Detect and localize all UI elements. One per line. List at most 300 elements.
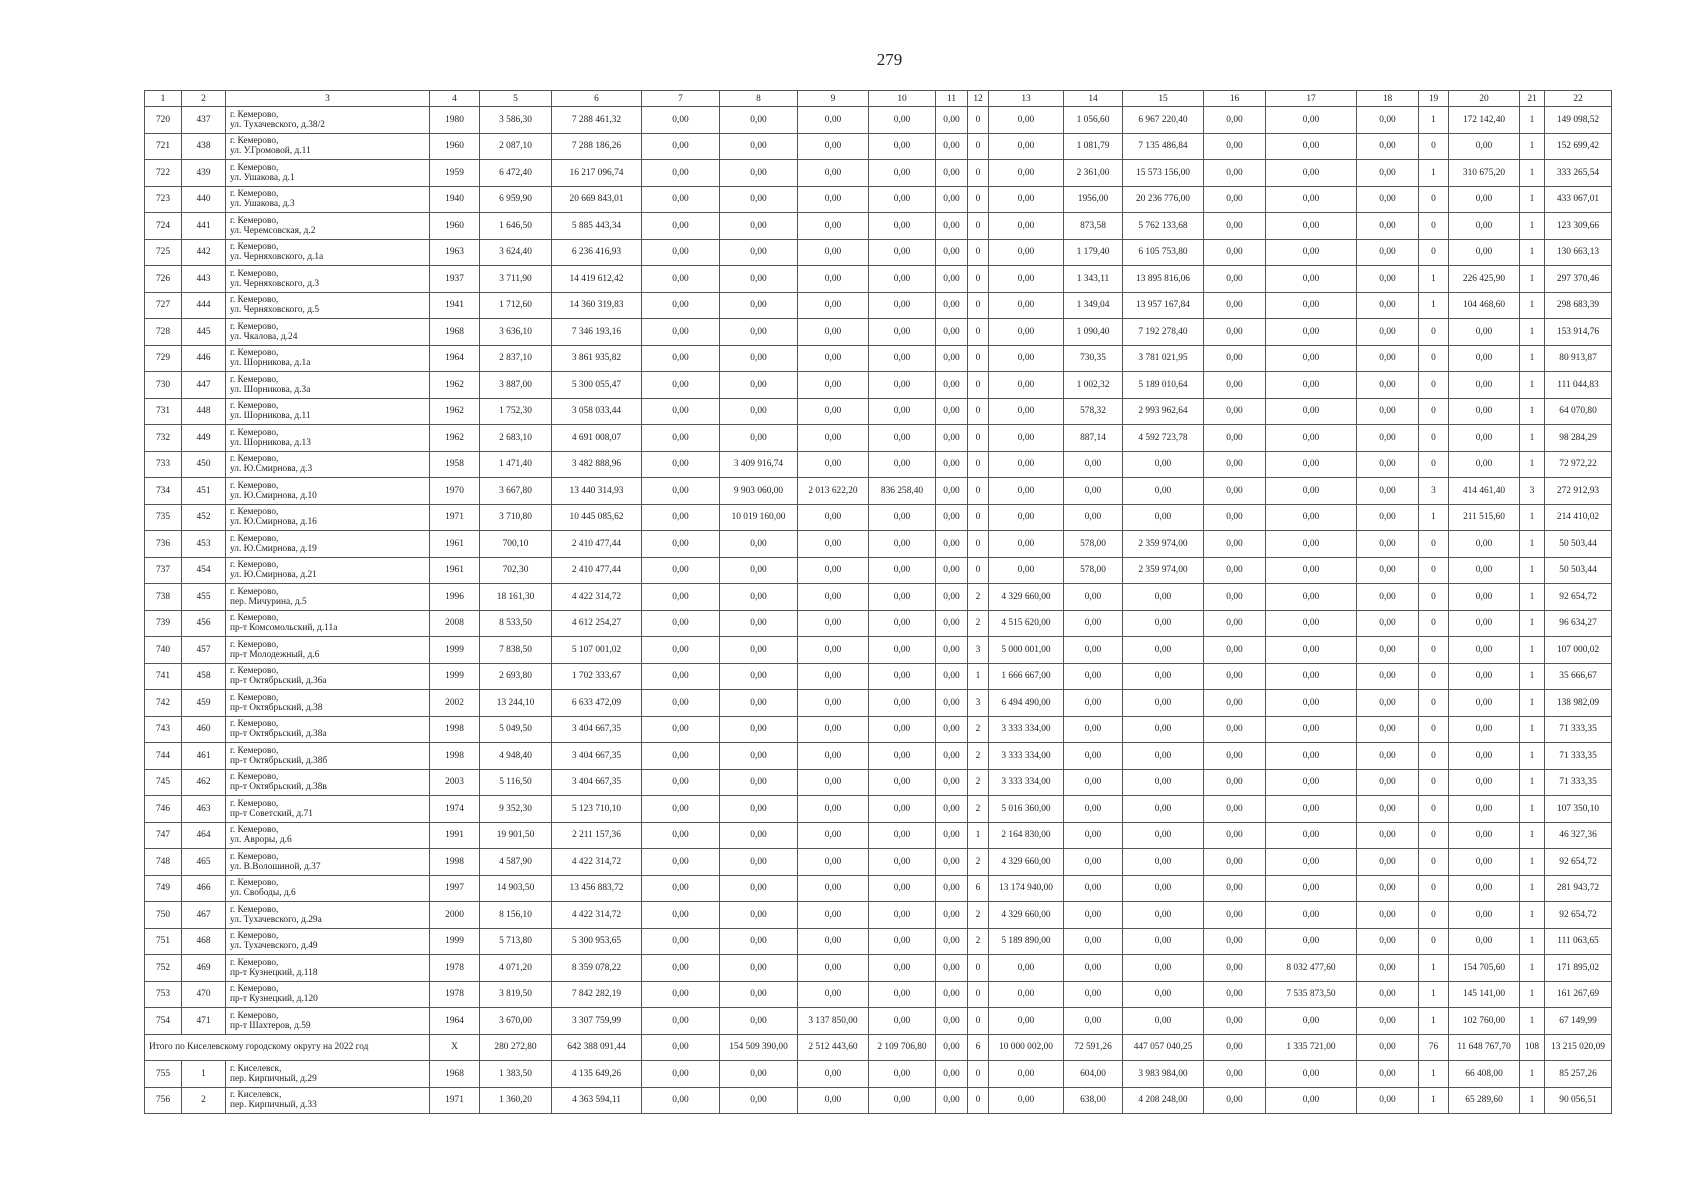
address-cell: [226, 557, 430, 584]
table-cell: 0,00: [642, 1087, 720, 1114]
table-cell: 1: [1419, 504, 1449, 531]
table-cell: 0: [968, 531, 989, 558]
table-cell: 742: [145, 690, 182, 717]
table-cell: 452: [182, 504, 226, 531]
table-cell: 0,00: [1266, 107, 1357, 134]
address-city: г. Кемерово,: [230, 268, 279, 279]
column-number: 8: [720, 91, 798, 107]
table-row: [145, 266, 1612, 293]
table-cell: 0,00: [1123, 610, 1204, 637]
table-cell: 0,00: [720, 213, 798, 240]
table-cell: 1: [1520, 849, 1545, 876]
table-cell: 1956,00: [1064, 186, 1123, 213]
address-cell: [226, 928, 430, 955]
table-header: [145, 91, 1612, 107]
table-cell: 0,00: [1449, 425, 1520, 452]
table-cell: 746: [145, 796, 182, 823]
table-cell: 0,00: [869, 239, 936, 266]
table-cell: 0,00: [1266, 743, 1357, 770]
table-cell: 2 361,00: [1064, 160, 1123, 187]
table-cell: 738: [145, 584, 182, 611]
table-cell: 0,00: [869, 398, 936, 425]
address-street: ул. У.Громовой, д.11: [230, 146, 311, 157]
table-cell: 7 288 461,32: [552, 107, 642, 134]
table-cell: 0,00: [798, 875, 869, 902]
table-row: [145, 637, 1612, 664]
address-street: ул. Черняховского, д.3: [230, 278, 320, 289]
table-cell: 0: [968, 398, 989, 425]
table-cell: 0,00: [1064, 743, 1123, 770]
table-cell: 578,00: [1064, 557, 1123, 584]
table-cell: 0,00: [869, 1061, 936, 1088]
table-cell: 4 422 314,72: [552, 584, 642, 611]
address-city: г. Кемерово,: [230, 136, 279, 147]
table-cell: 1: [968, 822, 989, 849]
address-city: г. Кемерово,: [230, 295, 279, 306]
table-cell: 2002: [430, 690, 480, 717]
table-row: [145, 1087, 1612, 1114]
table-cell: 2: [968, 743, 989, 770]
table-cell: 0,00: [989, 213, 1064, 240]
table-cell: 750: [145, 902, 182, 929]
address-cell: [226, 875, 430, 902]
table-row: [145, 716, 1612, 743]
table-cell: 1 090,40: [1064, 319, 1123, 346]
table-row: [145, 239, 1612, 266]
table-cell: 0,00: [720, 1061, 798, 1088]
table-cell: 445: [182, 319, 226, 346]
total-cell: 13 215 020,09: [1545, 1034, 1612, 1061]
address-street: пер. Мичурина, д.5: [230, 596, 307, 607]
table-cell: 0,00: [720, 849, 798, 876]
table-cell: 0,00: [1357, 796, 1419, 823]
table-cell: 0,00: [869, 928, 936, 955]
table-cell: 0,00: [720, 319, 798, 346]
table-cell: 6 236 416,93: [552, 239, 642, 266]
table-cell: 0,00: [989, 160, 1064, 187]
table-cell: 0: [1419, 213, 1449, 240]
table-cell: 0,00: [798, 716, 869, 743]
table-cell: 0,00: [989, 133, 1064, 160]
table-cell: 1971: [430, 1087, 480, 1114]
table-cell: 739: [145, 610, 182, 637]
table-cell: 0,00: [1064, 584, 1123, 611]
table-cell: 0,00: [1449, 796, 1520, 823]
table-cell: 4 422 314,72: [552, 849, 642, 876]
table-cell: 0: [968, 372, 989, 399]
column-number: 18: [1357, 91, 1419, 107]
table-cell: 1: [1419, 955, 1449, 982]
table-cell: 67 149,99: [1545, 1008, 1612, 1035]
table-cell: 0,00: [1204, 372, 1266, 399]
table-cell: 0,00: [1204, 133, 1266, 160]
table-cell: 0,00: [1266, 133, 1357, 160]
table-cell: 0,00: [1204, 849, 1266, 876]
table-cell: 1999: [430, 637, 480, 664]
table-cell: 1: [1520, 319, 1545, 346]
table-cell: 0: [1419, 743, 1449, 770]
table-cell: 0,00: [1064, 637, 1123, 664]
address-street: ул. Тухачевского, д.29а: [230, 914, 322, 925]
table-cell: 578,00: [1064, 531, 1123, 558]
table-cell: 0,00: [869, 425, 936, 452]
table-cell: 2 410 477,44: [552, 531, 642, 558]
address-cell: [226, 160, 430, 187]
table-cell: 0: [968, 239, 989, 266]
table-cell: 0,00: [1266, 425, 1357, 452]
table-cell: 0,00: [936, 107, 968, 134]
table-cell: 0: [968, 504, 989, 531]
address-street: ул. Шорникова, д.1а: [230, 358, 311, 369]
table-cell: 72 972,22: [1545, 451, 1612, 478]
table-cell: 0,00: [1449, 345, 1520, 372]
total-cell: 6: [968, 1034, 989, 1061]
table-cell: 1999: [430, 663, 480, 690]
table-cell: 1 702 333,67: [552, 663, 642, 690]
table-cell: 0,00: [936, 610, 968, 637]
total-cell: 10 000 002,00: [989, 1034, 1064, 1061]
table-cell: 3 983 984,00: [1123, 1061, 1204, 1088]
table-cell: 0,00: [936, 292, 968, 319]
table-cell: 0,00: [642, 425, 720, 452]
table-cell: 0,00: [869, 584, 936, 611]
table-row: [145, 955, 1612, 982]
table-cell: 0,00: [1123, 584, 1204, 611]
address-street: пер. Кирпичный, д.33: [230, 1100, 317, 1111]
table-cell: 0,00: [869, 557, 936, 584]
table-cell: 0,00: [869, 372, 936, 399]
table-cell: 471: [182, 1008, 226, 1035]
table-cell: 0,00: [798, 372, 869, 399]
address-street: ул. Шорникова, д.11: [230, 411, 311, 422]
table-cell: 0,00: [642, 557, 720, 584]
table-cell: 0,00: [642, 292, 720, 319]
table-cell: 0: [1419, 769, 1449, 796]
address-street: ул. Свободы, д.6: [230, 888, 296, 899]
table-cell: 467: [182, 902, 226, 929]
table-cell: 0,00: [1357, 769, 1419, 796]
table-cell: 5 049,50: [480, 716, 552, 743]
table-cell: 0,00: [1064, 769, 1123, 796]
table-cell: 749: [145, 875, 182, 902]
table-cell: 4 329 660,00: [989, 902, 1064, 929]
address-city: г. Кемерово,: [230, 348, 279, 359]
column-number: 17: [1266, 91, 1357, 107]
table-cell: 0,00: [936, 1008, 968, 1035]
table-cell: 0,00: [798, 213, 869, 240]
table-cell: 0,00: [642, 398, 720, 425]
table-cell: 0,00: [989, 186, 1064, 213]
table-cell: 130 663,13: [1545, 239, 1612, 266]
table-cell: 0,00: [1123, 849, 1204, 876]
table-cell: 14 419 612,42: [552, 266, 642, 293]
table-cell: 152 699,42: [1545, 133, 1612, 160]
table-cell: 0,00: [1123, 743, 1204, 770]
table-cell: 0,00: [936, 849, 968, 876]
table-cell: 1997: [430, 875, 480, 902]
table-cell: 2: [968, 849, 989, 876]
address-cell: [226, 902, 430, 929]
table-cell: 0,00: [1064, 478, 1123, 505]
table-cell: 0,00: [1204, 504, 1266, 531]
table-cell: 1: [1520, 133, 1545, 160]
table-cell: 0,00: [1266, 345, 1357, 372]
table-cell: 0,00: [1204, 451, 1266, 478]
table-cell: 3 711,90: [480, 266, 552, 293]
table-cell: 451: [182, 478, 226, 505]
address-cell: [226, 1087, 430, 1114]
table-cell: 0,00: [1204, 902, 1266, 929]
address-cell: [226, 849, 430, 876]
table-cell: 753: [145, 981, 182, 1008]
address-city: г. Кемерово,: [230, 162, 279, 173]
table-cell: 1978: [430, 955, 480, 982]
address-city: г. Кемерово,: [230, 480, 279, 491]
total-cell: 108: [1520, 1034, 1545, 1061]
total-cell: 0,00: [1204, 1034, 1266, 1061]
table-cell: 0,00: [1064, 822, 1123, 849]
table-row: [145, 504, 1612, 531]
table-cell: 0,00: [869, 292, 936, 319]
table-cell: 98 284,29: [1545, 425, 1612, 452]
table-cell: 745: [145, 769, 182, 796]
table-cell: 3 667,80: [480, 478, 552, 505]
table-cell: 0,00: [936, 743, 968, 770]
table-cell: 85 257,26: [1545, 1061, 1612, 1088]
table-cell: 1960: [430, 133, 480, 160]
table-cell: 5 885 443,34: [552, 213, 642, 240]
table-cell: 0,00: [989, 425, 1064, 452]
table-cell: 0,00: [642, 1008, 720, 1035]
table-cell: 0,00: [1266, 504, 1357, 531]
table-cell: 0,00: [1357, 743, 1419, 770]
table-cell: 1: [1520, 398, 1545, 425]
address-street: пр-т Октябрьский, д.38в: [230, 782, 327, 793]
table-cell: 0,00: [1449, 213, 1520, 240]
table-cell: 756: [145, 1087, 182, 1114]
table-cell: 0,00: [1357, 955, 1419, 982]
table-cell: 0,00: [1449, 822, 1520, 849]
table-cell: 747: [145, 822, 182, 849]
address-cell: [226, 1008, 430, 1035]
table-cell: 3 482 888,96: [552, 451, 642, 478]
total-cell: 280 272,80: [480, 1034, 552, 1061]
table-cell: 0,00: [798, 557, 869, 584]
table-cell: 92 654,72: [1545, 902, 1612, 929]
table-cell: 0,00: [1266, 1087, 1357, 1114]
address-city: г. Кемерово,: [230, 109, 279, 120]
column-number: 2: [182, 91, 226, 107]
address-street: пр-т Кузнецкий, д.118: [230, 967, 318, 978]
table-cell: 0,00: [936, 822, 968, 849]
total-cell: 72 591,26: [1064, 1034, 1123, 1061]
table-row: [145, 1061, 1612, 1088]
table-cell: 4 329 660,00: [989, 584, 1064, 611]
table-cell: 0,00: [642, 107, 720, 134]
total-cell: 0,00: [936, 1034, 968, 1061]
table-cell: 0,00: [1357, 345, 1419, 372]
total-cell: 0,00: [642, 1034, 720, 1061]
table-cell: 0,00: [1449, 849, 1520, 876]
table-cell: 2: [968, 902, 989, 929]
table-cell: 437: [182, 107, 226, 134]
table-cell: 0,00: [642, 610, 720, 637]
table-cell: 0,00: [642, 186, 720, 213]
table-cell: 0: [1419, 663, 1449, 690]
total-cell: 1 335 721,00: [1266, 1034, 1357, 1061]
table-cell: 0: [1419, 531, 1449, 558]
table-cell: 0,00: [1064, 875, 1123, 902]
table-cell: 0,00: [1204, 955, 1266, 982]
table-cell: 0,00: [989, 266, 1064, 293]
table-cell: 4 515 620,00: [989, 610, 1064, 637]
table-cell: 13 174 940,00: [989, 875, 1064, 902]
table-cell: 700,10: [480, 531, 552, 558]
table-cell: 0,00: [1123, 796, 1204, 823]
table-cell: 752: [145, 955, 182, 982]
table-cell: 20 669 843,01: [552, 186, 642, 213]
table-cell: 0,00: [989, 981, 1064, 1008]
table-cell: 0,00: [1204, 663, 1266, 690]
table-cell: 0,00: [1204, 875, 1266, 902]
table-cell: 0,00: [642, 160, 720, 187]
table-cell: 7 135 486,84: [1123, 133, 1204, 160]
address-street: ул. Ю.Смирнова, д.16: [230, 517, 317, 528]
address-street: пр-т Октябрьский, д.36а: [230, 676, 327, 687]
table-cell: 0: [968, 451, 989, 478]
table-cell: 454: [182, 557, 226, 584]
table-cell: 0,00: [869, 107, 936, 134]
total-label: Итого по Киселевскому городскому округу на 2022 год: [145, 1034, 430, 1061]
table-cell: 1: [182, 1061, 226, 1088]
table-cell: 0,00: [1449, 769, 1520, 796]
table-cell: 1: [1419, 107, 1449, 134]
table-cell: 66 408,00: [1449, 1061, 1520, 1088]
table-cell: 0,00: [936, 902, 968, 929]
table-row: [145, 345, 1612, 372]
column-number: 19: [1419, 91, 1449, 107]
table-cell: 71 333,35: [1545, 743, 1612, 770]
table-cell: 3 819,50: [480, 981, 552, 1008]
table-cell: 723: [145, 186, 182, 213]
table-cell: 0,00: [869, 1087, 936, 1114]
table-cell: 439: [182, 160, 226, 187]
table-cell: 2 837,10: [480, 345, 552, 372]
table-cell: 0,00: [798, 239, 869, 266]
table-cell: 0,00: [1204, 213, 1266, 240]
table-cell: 297 370,46: [1545, 266, 1612, 293]
table-cell: 0,00: [642, 981, 720, 1008]
column-number: 22: [1545, 91, 1612, 107]
table-cell: 0,00: [1266, 186, 1357, 213]
table-cell: 2003: [430, 769, 480, 796]
table-cell: 1959: [430, 160, 480, 187]
table-cell: 0,00: [1266, 398, 1357, 425]
table-cell: 102 760,00: [1449, 1008, 1520, 1035]
table-cell: 0,00: [1064, 610, 1123, 637]
table-cell: 1960: [430, 213, 480, 240]
address-cell: [226, 239, 430, 266]
address-cell: [226, 637, 430, 664]
table-cell: 722: [145, 160, 182, 187]
address-city: г. Кемерово,: [230, 507, 279, 518]
table-cell: 1: [1419, 292, 1449, 319]
table-cell: 1998: [430, 716, 480, 743]
table-cell: 8 032 477,60: [1266, 955, 1357, 982]
table-cell: 92 654,72: [1545, 584, 1612, 611]
table-cell: 0,00: [642, 902, 720, 929]
table-cell: 65 289,60: [1449, 1087, 1520, 1114]
table-cell: 728: [145, 319, 182, 346]
table-cell: 735: [145, 504, 182, 531]
table-cell: 743: [145, 716, 182, 743]
table-cell: 9 903 060,00: [720, 478, 798, 505]
table-cell: 1: [1520, 902, 1545, 929]
table-cell: 0,00: [1266, 902, 1357, 929]
table-cell: 0,00: [1204, 610, 1266, 637]
total-cell: 2 109 706,80: [869, 1034, 936, 1061]
table-cell: 1: [1520, 292, 1545, 319]
table-cell: 0,00: [1357, 398, 1419, 425]
table-cell: 0,00: [798, 796, 869, 823]
table-cell: 725: [145, 239, 182, 266]
table-cell: 0,00: [1266, 690, 1357, 717]
table-cell: 448: [182, 398, 226, 425]
table-cell: 123 309,66: [1545, 213, 1612, 240]
table-cell: 0,00: [989, 504, 1064, 531]
address-street: ул. Ушакова, д.3: [230, 199, 295, 210]
table-cell: 459: [182, 690, 226, 717]
table-row: [145, 292, 1612, 319]
address-street: пр-т Октябрьский, д.38б: [230, 755, 328, 766]
total-cell: 447 057 040,25: [1123, 1034, 1204, 1061]
table-cell: 3 781 021,95: [1123, 345, 1204, 372]
table-cell: 0: [1419, 822, 1449, 849]
table-body: [145, 107, 1612, 1114]
address-city: г. Кемерово,: [230, 586, 279, 597]
address-street: пр-т Молодежный, д.6: [230, 649, 320, 660]
table-cell: 1964: [430, 345, 480, 372]
table-cell: 5 116,50: [480, 769, 552, 796]
address-city: г. Кемерово,: [230, 692, 279, 703]
table-cell: 0,00: [642, 133, 720, 160]
table-cell: 0,00: [642, 584, 720, 611]
table-cell: 0,00: [720, 345, 798, 372]
table-cell: 0,00: [1123, 478, 1204, 505]
table-cell: 310 675,20: [1449, 160, 1520, 187]
table-cell: 0,00: [1266, 266, 1357, 293]
table-cell: 3 404 667,35: [552, 716, 642, 743]
table-cell: 0,00: [1266, 796, 1357, 823]
table-cell: 111 063,65: [1545, 928, 1612, 955]
address-street: ул. Черняховского, д.5: [230, 305, 320, 316]
table-cell: 0,00: [1357, 981, 1419, 1008]
table-cell: 0,00: [1266, 239, 1357, 266]
address-city: г. Кемерово,: [230, 454, 279, 465]
table-cell: 0,00: [1204, 716, 1266, 743]
table-cell: 0,00: [1357, 716, 1419, 743]
table-cell: 443: [182, 266, 226, 293]
table-cell: 0: [1419, 849, 1449, 876]
table-cell: 0,00: [798, 319, 869, 346]
table-cell: 3 861 935,82: [552, 345, 642, 372]
table-cell: 4 592 723,78: [1123, 425, 1204, 452]
column-number: 3: [226, 91, 430, 107]
table-cell: 0,00: [720, 928, 798, 955]
table-cell: 3 404 667,35: [552, 743, 642, 770]
table-cell: 0,00: [1123, 1008, 1204, 1035]
address-cell: [226, 584, 430, 611]
